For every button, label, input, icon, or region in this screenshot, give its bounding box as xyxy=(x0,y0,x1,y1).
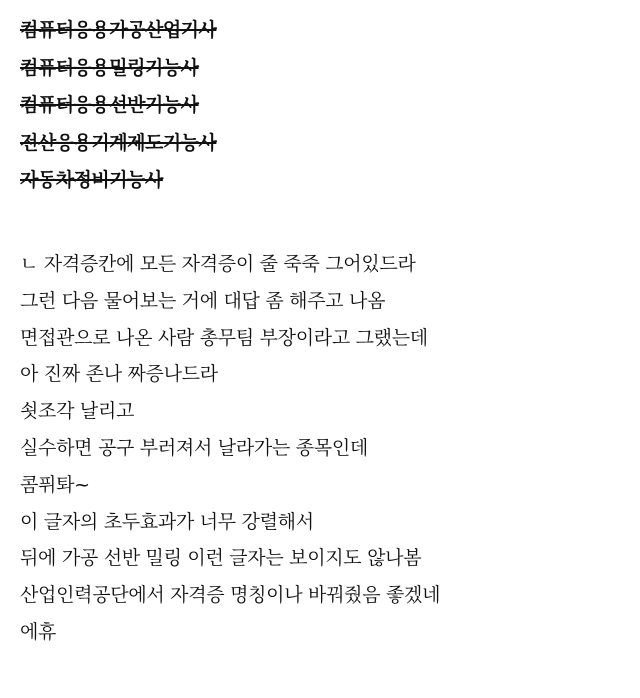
post-text-lines xyxy=(20,246,440,651)
struck-certificate-item: 컴퓨터응용밀링기능사 xyxy=(20,56,199,79)
text-line: 콤퓌톼~ xyxy=(20,473,90,496)
struck-certificate-list xyxy=(20,12,216,200)
text-line: 에휴 xyxy=(20,620,57,643)
struck-certificate-item: 컴퓨터응용가공산업기사 xyxy=(20,19,217,41)
text-line: 쇳조각 날리고 xyxy=(20,400,135,423)
text-line: 산업인력공단에서 자격증 명칭이나 바꿔줬음 좋겠네 xyxy=(20,584,441,607)
text-line: 면접관으로 나온 사람 총무팀 부장이라고 그랬는데 xyxy=(20,326,428,349)
struck-certificate-item: 컴퓨터응용선반기능사 xyxy=(20,94,199,116)
struck-certificate-item: 전산응용기계제도기능사 xyxy=(20,131,217,154)
text-line: ㄴ 자격증칸에 모든 자격증이 줄 죽죽 그어있드라 xyxy=(20,253,416,275)
text-line: 그런 다음 물어보는 거에 대답 좀 해주고 나옴 xyxy=(20,289,386,312)
text-line: 이 글자의 초두효과가 너무 강렬해서 xyxy=(20,510,314,533)
struck-certificate-item: 자동차정비기능사 xyxy=(20,169,163,191)
text-line: 실수하면 공구 부러져서 날라가는 종목인데 xyxy=(20,436,368,459)
text-line: 아 진짜 존나 짜증나드라 xyxy=(20,363,218,386)
text-line: 뒤에 가공 선반 밀링 이런 글자는 보이지도 않나봄 xyxy=(20,547,422,570)
